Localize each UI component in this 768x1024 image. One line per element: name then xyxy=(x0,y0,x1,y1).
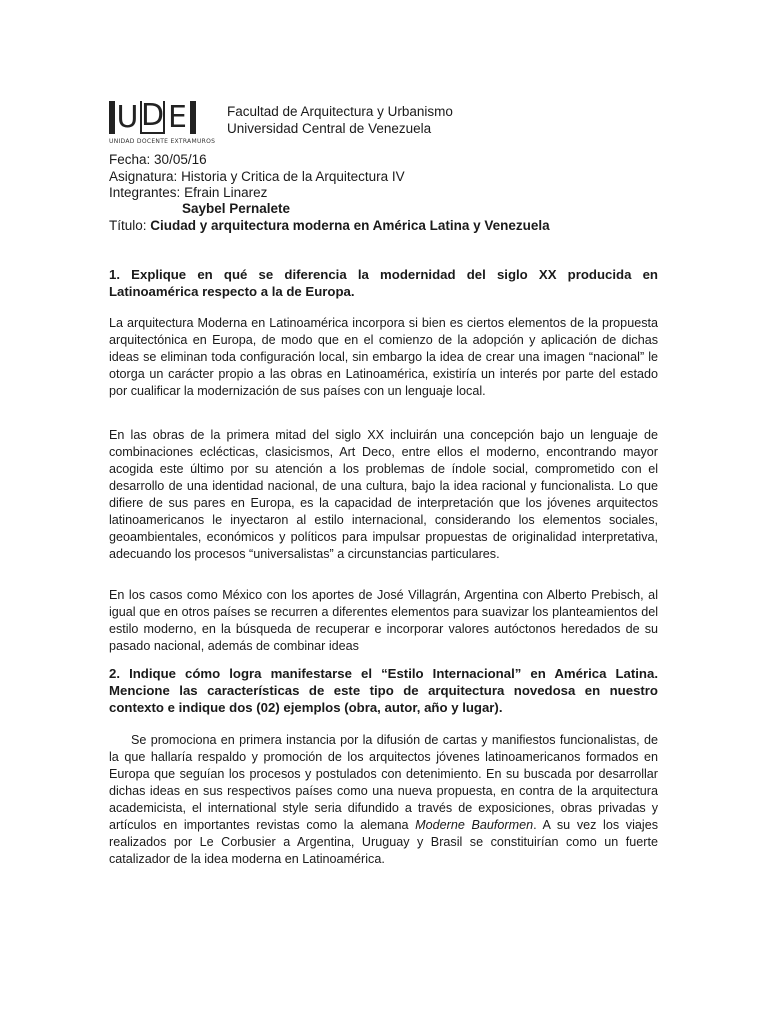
q2-paragraph-1 xyxy=(109,732,658,868)
date-value: 30/05/16 xyxy=(154,152,207,167)
member-2-line xyxy=(182,200,290,217)
logo-subtitle: UNIDAD DOCENTE EXTRAMUROS xyxy=(109,138,216,145)
university-name: Universidad Central de Venezuela xyxy=(227,121,432,136)
institution-header xyxy=(227,103,453,137)
question-2: 2. Indique cómo logra manifestarse el “Estilo Internacional” en América Latina. Mencione las características de este tipo de arquitectura novedosa en nuestro contexto e indique dos (02) ejemplos (obra, autor, año y lugar). xyxy=(109,666,658,715)
question-1: 1. Explique en qué se diferencia la modernidad del siglo XX producida en Latinoamérica respecto a la de Europa. xyxy=(109,267,658,299)
date-line xyxy=(109,151,207,168)
subject-value: Historia y Critica de la Arquitectura IV xyxy=(181,169,405,184)
title-value: Ciudad y arquitectura moderna en América Latina y Venezuela xyxy=(150,218,550,233)
member-1: Efrain Linarez xyxy=(184,185,268,200)
logo-letter-u: U xyxy=(116,100,139,135)
date-label: Fecha: xyxy=(109,152,151,167)
logo-letter-d: D xyxy=(140,98,165,133)
ude-logo xyxy=(109,98,221,147)
q1-paragraph-1: La arquitectura Moderna en Latinoamérica incorpora si bien es ciertos elementos de la propuesta arquitectónica en Europa, de modo que en el comienzo de la adopción y aplicación de dichas ideas se eliminan toda configuración local, sin embargo la idea de crear una imagen “nacional” le otorga un carácter propio a las obras en Latinoamérica, existiría un interés por parte del estado por cualificar la modernización de sus países con un lenguaje local. xyxy=(109,316,658,398)
q2-paragraph-1-part-b: . A su vez los viajes realizados por Le Corbusier a Argentina, Uruguay y Brasil se constituirían como un fuerte catalizador de la idea moderna en Latinoamérica. xyxy=(109,818,658,866)
q2-paragraph-1-part-a: Se promociona en primera instancia por la difusión de cartas y manifiestos funcionalistas, de la que hallaría respaldo y promoción de los arquitectos jóvenes latinoamericanos formados en Europa que seguían los procesos y postulados con detenimiento. En su buscada por desarrollar dichas ideas en sus respectivos países como una nueva propuesta, en contra de la arquitectura academicista, el international style seria difundido a través de exposiciones, obras privadas y artículos en importantes revistas como la alemana xyxy=(109,733,658,832)
subject-line xyxy=(109,168,405,185)
members-line xyxy=(109,184,267,201)
logo-bar-right xyxy=(190,101,196,134)
faculty-name: Facultad de Arquitectura y Urbanismo xyxy=(227,104,453,119)
q1-paragraph-2: En las obras de la primera mitad del siglo XX incluirán una concepción bajo un lenguaje de combinaciones eclécticas, clasicismos, Art Deco, entre ellos el moderno, encontrando mayor acogida este último por su atención a los problemas de índole social, comprometido con el desarrollo de una identidad nacional, de una cultura, bajo la idea racional y funcionalista. Lo que difiere de sus pares en Europa, es la capacidad de interpretación que los jóvenes arquitectos latinoamericanos le inyectaron al estilo internacional, considerando los elementos sociales, geoambientales, económicos y políticos para impulsar propuestas de originalidad interpretativa, adecuando los procesos “universalistas” a circunstancias particulares. xyxy=(109,428,658,561)
member-2: Saybel Pernalete xyxy=(182,201,291,216)
subject-label: Asignatura: xyxy=(109,169,178,184)
title-line xyxy=(109,217,550,234)
magazine-name: Moderne Bauformen xyxy=(415,818,534,832)
q1-paragraph-3: En los casos como México con los aportes de José Villagrán, Argentina con Alberto Prebisch, al igual que en otros países se recurren a diferentes elementos para suavizar los planteamientos del estilo moderno, en la búsqueda de recuperar e incorporar valores autóctonos heredados de su pasado nacional, además de combinar ideas xyxy=(109,588,658,653)
members-label: Integrantes: xyxy=(109,185,181,200)
logo-mark xyxy=(109,98,196,135)
logo-letter-e: E xyxy=(168,100,187,135)
title-label: Título: xyxy=(109,218,147,233)
